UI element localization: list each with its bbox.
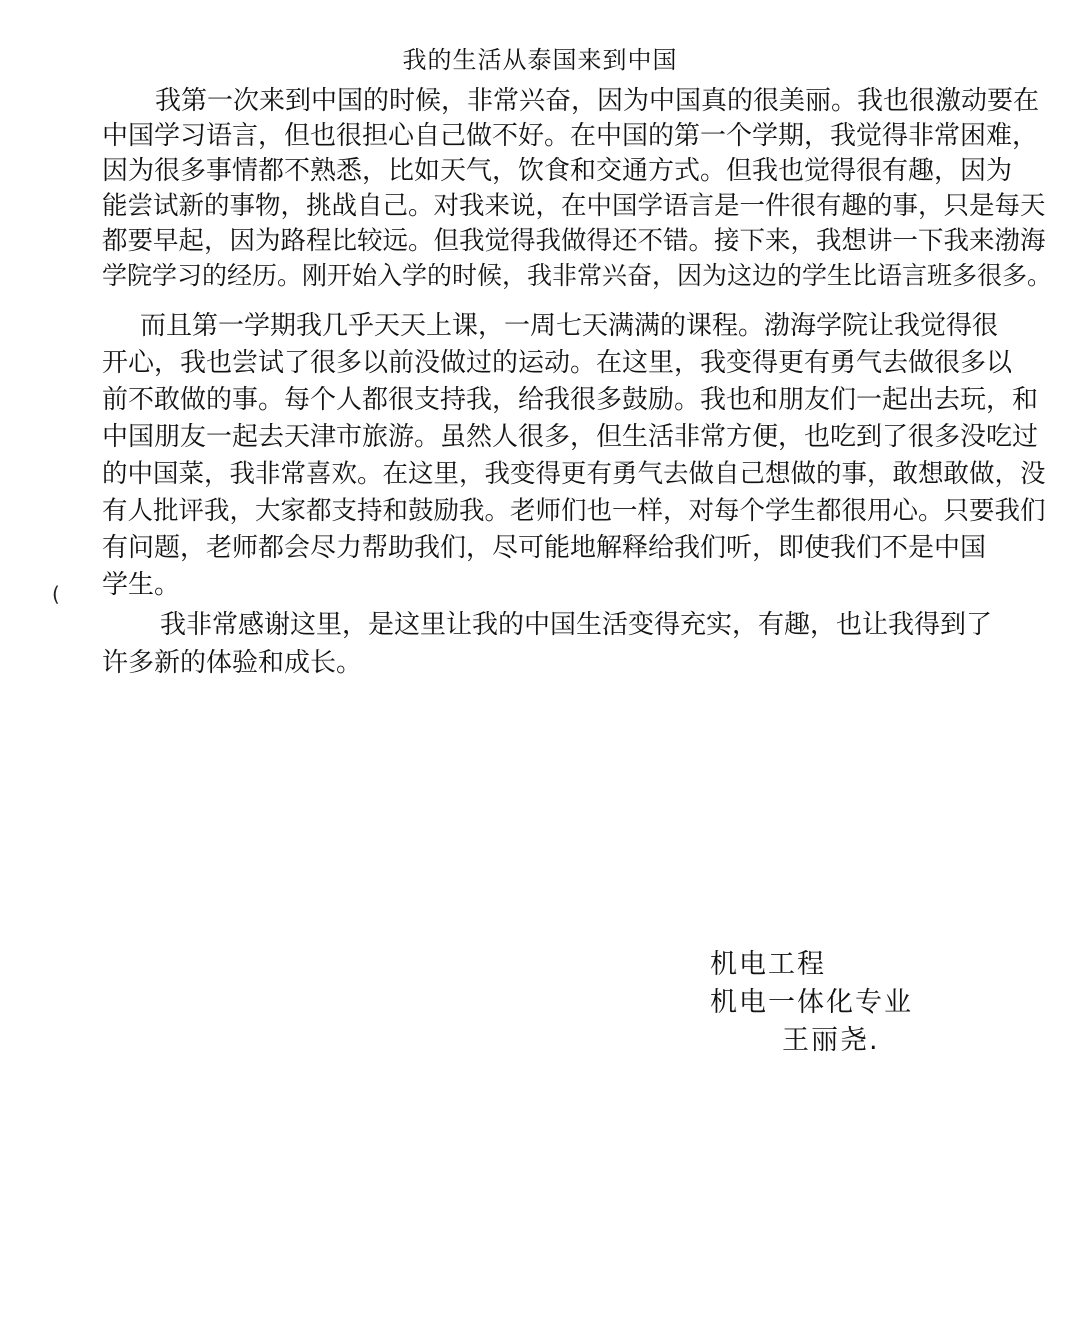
signature-department: 机电工程: [710, 949, 826, 980]
paragraph-line: 都要早起，因为路程比较远。但我觉得我做得还不错。接下来，我想讲一下我来渤海: [102, 226, 1046, 256]
paragraph-line: 而且第一学期我几乎天天上课，一周七天满满的课程。渤海学院让我觉得很: [140, 311, 999, 341]
paragraph-line: 中国学习语言，但也很担心自己做不好。在中国的第一个学期，我觉得非常困难，: [102, 121, 1039, 151]
letter-title: 我的生活从泰国来到中国: [402, 46, 678, 74]
paragraph-line: 许多新的体验和成长。: [102, 648, 363, 678]
paragraph-line: 能尝试新的事物，挑战自己。对我来说，在中国学语言是一件很有趣的事，只是每天: [102, 191, 1046, 221]
paragraph-line: 开心，我也尝试了很多以前没做过的运动。在这里，我变得更有勇气去做很多以: [102, 348, 1013, 378]
paragraph-line: 因为很多事情都不熟悉，比如天气，饮食和交通方式。但我也觉得很有趣，因为: [102, 156, 1013, 186]
stray-pen-mark: (: [52, 582, 60, 606]
signature-major: 机电一体化专业: [710, 987, 913, 1018]
paragraph-line: 有人批评我，大家都支持和鼓励我。老师们也一样，对每个学生都很用心。只要我们: [102, 496, 1046, 526]
paragraph-line: 我非常感谢这里，是这里让我的中国生活变得充实，有趣，也让我得到了: [160, 610, 993, 640]
paragraph-line: 中国朋友一起去天津市旅游。虽然人很多，但生活非常方便，也吃到了很多没吃过: [102, 422, 1039, 452]
paragraph-line: 学院学习的经历。刚开始入学的时候，我非常兴奋，因为这边的学生比语言班多很多。: [102, 261, 1053, 290]
paragraph-line: 前不敢做的事。每个人都很支持我，给我很多鼓励。我也和朋友们一起出去玩，和: [102, 385, 1039, 415]
signature-name: 王丽尧.: [782, 1025, 880, 1056]
paragraph-line: 我第一次来到中国的时候，非常兴奋，因为中国真的很美丽。我也很激动要在: [155, 86, 1040, 116]
paragraph-line: 学生。: [102, 570, 181, 600]
paragraph-line: 有问题，老师都会尽力帮助我们，尽可能地解释给我们听，即使我们不是中国: [102, 533, 987, 563]
paragraph-line: 的中国菜，我非常喜欢。在这里，我变得更有勇气去做自己想做的事，敢想敢做，没: [102, 459, 1046, 489]
